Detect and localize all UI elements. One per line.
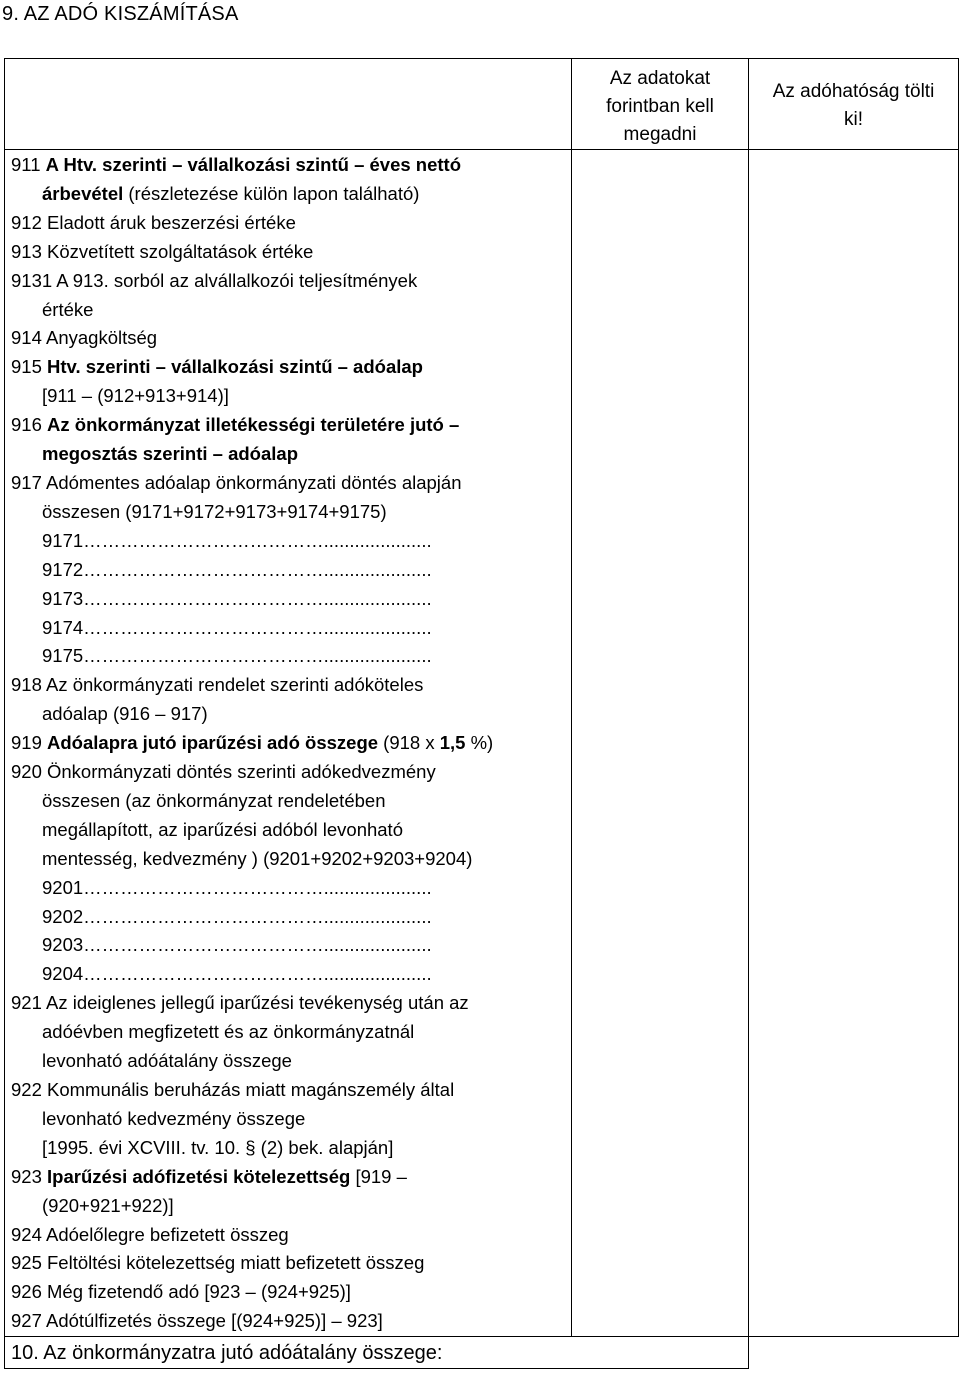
- section-title: 9. AZ ADÓ KISZÁMÍTÁSA: [2, 3, 239, 25]
- line-item-text: 921 Az ideiglenes jellegű iparűzési tevékenység után az: [11, 992, 469, 1014]
- form-line-item: [11, 527, 571, 556]
- line-item-text: 9171………………………………….....................: [42, 529, 432, 551]
- line-item-text: összesen (az önkormányzat rendeletében: [42, 789, 386, 811]
- header-blank-cell: [5, 59, 572, 150]
- header-row: [5, 59, 959, 150]
- form-line-item: [11, 758, 571, 874]
- header-authority-line-2: ki!: [844, 109, 863, 130]
- form-line-item: [11, 469, 571, 527]
- authority-column: [749, 150, 959, 1337]
- line-item-text: 9203………………………………….....................: [42, 934, 432, 956]
- line-item-text: 912 Eladott áruk beszerzési értéke: [11, 211, 296, 233]
- form-line-item: [11, 642, 571, 671]
- form-line-item: [11, 960, 571, 989]
- form-line-item: [11, 411, 571, 469]
- items-cell: [5, 150, 572, 1337]
- form-line-item: [11, 729, 571, 758]
- line-item-text: 925 Feltöltési kötelezettség miatt befizetett összeg: [11, 1252, 425, 1274]
- line-item-text: 919 Adóalapra jutó iparűzési adó összege (918 x 1,5 %): [11, 732, 494, 754]
- line-item-text: 918 Az önkormányzati rendelet szerinti adóköteles: [11, 674, 424, 696]
- form-line-item: [11, 209, 571, 238]
- form-line-item: [11, 1249, 571, 1278]
- form-line-item: [11, 556, 571, 585]
- footer-empty: [749, 1337, 959, 1369]
- form-line-item: [11, 614, 571, 643]
- line-item-text: 9175………………………………….....................: [42, 645, 432, 667]
- line-item-text: (920+921+922)]: [42, 1194, 174, 1216]
- form-line-item: [11, 1163, 571, 1221]
- form-line-item: [11, 903, 571, 932]
- line-item-text: árbevétel (részletezése külön lapon található): [42, 182, 420, 204]
- line-item-text: 924 Adóelőlegre befizetett összeg: [11, 1223, 289, 1245]
- header-amount-line-2: forintban kell: [606, 96, 714, 117]
- header-authority-cell: [749, 59, 959, 150]
- line-item-text: 913 Közvetített szolgáltatások értéke: [11, 240, 314, 262]
- line-item-text: 9172………………………………….....................: [42, 558, 432, 580]
- line-item-text: értéke: [42, 298, 94, 320]
- line-item-text: 9174………………………………….....................: [42, 616, 432, 638]
- header-authority-line-1: Az adóhatóság tölti: [772, 81, 935, 102]
- header-amount-cell: [572, 59, 749, 150]
- line-item-text: levonható kedvezmény összege: [42, 1107, 306, 1129]
- line-item-text: 914 Anyagköltség: [11, 327, 158, 349]
- header-amount-line-3: megadni: [623, 124, 697, 145]
- line-item-text: adóévben megfizetett és az önkormányzatnál: [42, 1021, 415, 1043]
- line-item-text: 920 Önkormányzati döntés szerinti adókedvezmény: [11, 761, 436, 783]
- form-line-item: [11, 931, 571, 960]
- line-item-text: megosztás szerinti – adóalap: [42, 443, 299, 465]
- line-item-text: 9131 A 913. sorból az alvállalkozói teljesítmények: [11, 269, 418, 291]
- body-row: [5, 150, 959, 1337]
- line-item-text: 922 Kommunális beruházás miatt magánszemély által: [11, 1079, 455, 1100]
- form-line-item: [11, 151, 571, 209]
- line-item-text: mentesség, kedvezmény ) (9201+9202+9203+9204): [42, 847, 473, 869]
- form-line-item: [11, 671, 571, 729]
- line-item-text: 923 Iparűzési adófizetési kötelezettség [919 –: [11, 1165, 407, 1187]
- tax-calculation-table: [4, 58, 959, 1369]
- form-line-item: [11, 989, 571, 1076]
- amount-input-column[interactable]: [572, 150, 749, 1337]
- line-item-text: 9204………………………………….....................: [42, 963, 432, 985]
- line-item-text: megállapított, az iparűzési adóból levonható: [42, 818, 403, 840]
- footer-row: [5, 1337, 959, 1369]
- form-line-item: [11, 1307, 571, 1336]
- line-item-text: 915 Htv. szerinti – vállalkozási szintű – adóalap: [11, 356, 423, 378]
- form-line-item: [11, 874, 571, 903]
- line-item-text: 911 A Htv. szerinti – vállalkozási szintű – éves nettó: [11, 154, 462, 175]
- form-line-item: [11, 1076, 571, 1163]
- line-item-text: 9173………………………………….....................: [42, 587, 432, 609]
- line-item-text: [911 – (912+913+914)]: [42, 385, 229, 407]
- line-item-text: összesen (9171+9172+9173+9174+9175): [42, 500, 387, 522]
- line-item-text: 917 Adómentes adóalap önkormányzati döntés alapján: [11, 471, 462, 493]
- form-line-item: [11, 324, 571, 353]
- line-item-text: 916 Az önkormányzat illetékességi területére jutó –: [11, 414, 460, 436]
- line-item-text: [1995. évi XCVIII. tv. 10. § (2) bek. alapján]: [42, 1136, 394, 1158]
- form-line-item: [11, 238, 571, 267]
- line-item-text: 9201………………………………….....................: [42, 876, 432, 898]
- line-item-text: adóalap (916 – 917): [42, 703, 208, 725]
- form-line-item: [11, 267, 571, 325]
- form-line-item: [11, 585, 571, 614]
- footer-label: 10. Az önkormányzatra jutó adóátalány összege:: [5, 1337, 749, 1369]
- line-item-text: levonható adóátalány összege: [42, 1050, 292, 1072]
- line-item-text: 927 Adótúlfizetés összege [(924+925)] – 923]: [11, 1310, 383, 1332]
- form-line-item: [11, 1221, 571, 1250]
- form-line-item: [11, 353, 571, 411]
- line-item-text: 926 Még fizetendő adó [923 – (924+925)]: [11, 1281, 351, 1303]
- form-line-item: [11, 1278, 571, 1307]
- header-amount-line-1: Az adatokat: [609, 68, 711, 89]
- line-item-text: 9202………………………………….....................: [42, 905, 432, 927]
